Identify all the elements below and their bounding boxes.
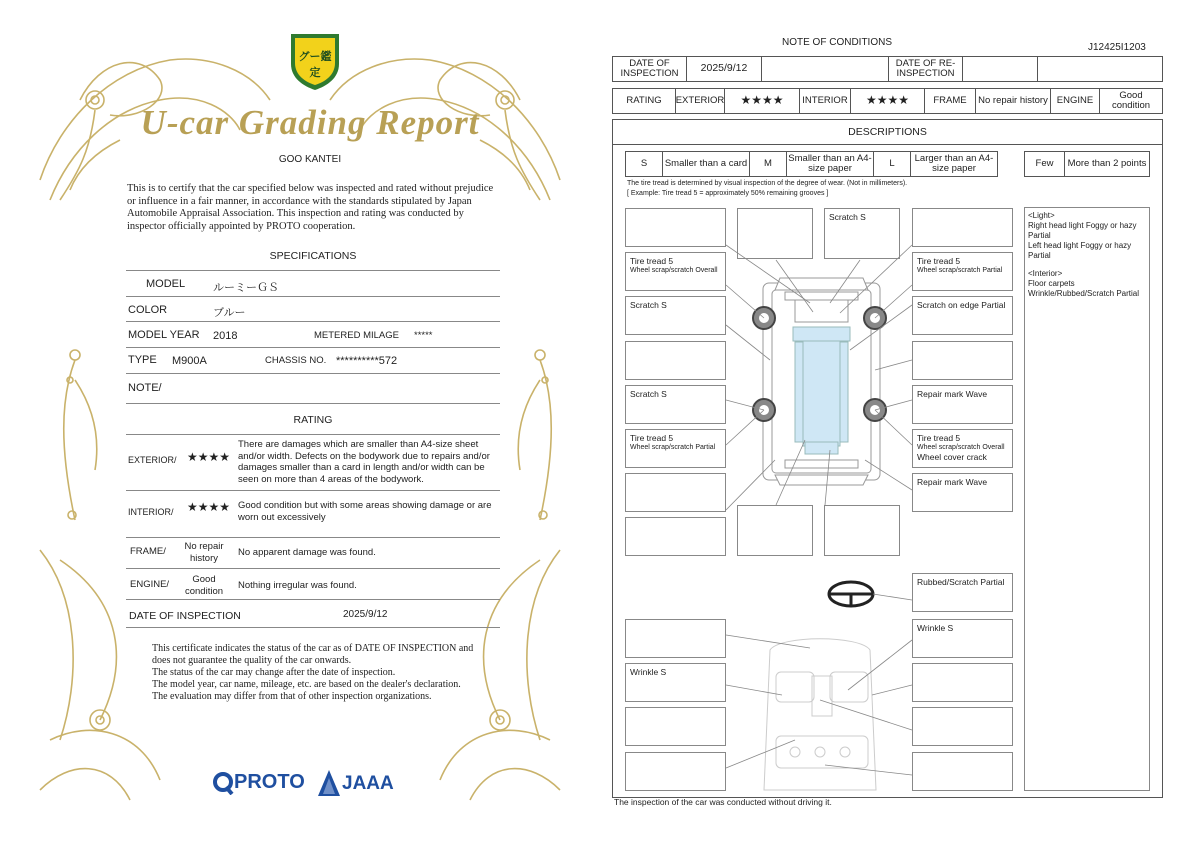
notes-line: Left head light Foggy or hazy Partial	[1028, 241, 1132, 260]
notes-line: Right head light Foggy or hazy Partial	[1028, 221, 1137, 240]
date-of-inspection-label: DATE OF INSPECTION	[129, 610, 241, 622]
engine-label: ENGINE/	[130, 579, 170, 590]
color-value: ブルー	[213, 307, 246, 319]
divider	[126, 296, 500, 297]
model-year-label: MODEL YEAR	[128, 329, 200, 341]
legend-l-desc: Larger than an A4-size paper	[910, 151, 998, 177]
engine-label: ENGINE	[1050, 88, 1100, 114]
damage-box-interior-right-0: Wrinkle S	[912, 619, 1013, 658]
footer-line: The model year, car name, mileage, etc. are based on the dealer's declaration.	[152, 679, 461, 690]
damage-box-interior-left-2	[625, 707, 726, 746]
tire-note-2: [ Example: Tire tread 5 = approximately 50% remaining grooves ]	[627, 190, 829, 197]
damage-box-right-2: Scratch on edge Partial	[912, 296, 1013, 335]
divider	[126, 347, 500, 348]
frame-description: No apparent damage was found.	[238, 547, 376, 558]
engine-description: Nothing irregular was found.	[238, 580, 357, 591]
date-of-inspection-value: 2025/9/12	[686, 56, 762, 82]
damage-box-interior-right-2	[912, 707, 1013, 746]
damage-box-top-left	[737, 208, 813, 259]
divider	[126, 627, 500, 628]
certificate-intro: This is to certify that the car specified below was inspected and rated without prejudice or influence in a fair manner, in accordance with the standards stipulated by Japan Automobile Appraisal Association. This inspection and rating was conducted by inspector officially appointed by PROTO cooperation.	[127, 183, 494, 232]
notes-line: Wrinkle/Rubbed/Scratch Partial	[1028, 289, 1140, 298]
notes-panel	[1024, 207, 1150, 791]
footer-line: This certificate indicates the status of the car as of DATE OF INSPECTION and does not guarantee the quality of the car onwards.	[152, 643, 474, 666]
damage-box-left-4: Scratch S	[625, 385, 726, 424]
interior-label: INTERIOR/	[128, 507, 174, 517]
box-sub: Wheel scrap/scratch Overall	[630, 266, 718, 274]
engine-value: Good condition	[1099, 88, 1163, 114]
divider	[126, 403, 500, 404]
box-sub: Wheel scrap/scratch Partial	[630, 443, 716, 451]
legend-s: S	[625, 151, 663, 177]
divider	[126, 434, 500, 435]
frame-value: No repair history	[975, 88, 1051, 114]
exterior-stars: ★★★★	[187, 450, 231, 464]
damage-box-interior-right-1	[912, 663, 1013, 702]
badge-label: グー鑑定	[298, 51, 332, 79]
box-sub: Wheel scrap/scratch Partial	[917, 266, 1003, 274]
box-extra: Wheel cover crack	[917, 452, 987, 463]
damage-box-left-1	[625, 252, 726, 291]
divider	[126, 537, 500, 538]
damage-box-interior-left-1: Wrinkle S	[625, 663, 726, 702]
frame-label: FRAME	[924, 88, 976, 114]
damage-box-bottom-left	[737, 505, 813, 556]
proto-logo-text: PROTO	[234, 771, 305, 793]
divider	[126, 568, 500, 569]
damage-box-steering: Rubbed/Scratch Partial	[912, 573, 1013, 612]
interior-stars: ★★★★	[850, 88, 925, 114]
metered-milage-label: METERED MILAGE	[314, 330, 399, 341]
damage-box-bottom-right	[824, 505, 900, 556]
rating-heading: RATING	[293, 414, 333, 426]
exterior-label: EXTERIOR/	[128, 455, 177, 465]
damage-box-left-5	[625, 429, 726, 468]
exterior-label: EXTERIOR	[675, 88, 725, 114]
divider	[126, 270, 500, 271]
interior-label: INTERIOR	[799, 88, 851, 114]
damage-box-right-1	[912, 252, 1013, 291]
chassis-label: CHASSIS NO.	[265, 355, 327, 366]
specifications-heading: SPECIFICATIONS	[269, 250, 357, 262]
box-main: Tire tread 5	[630, 433, 674, 443]
proto-logo-icon	[212, 771, 234, 795]
date-of-inspection-label: DATE OF INSPECTION	[612, 56, 687, 82]
damage-box-interior-left-0	[625, 619, 726, 658]
model-value: ルーミーＧＳ	[213, 282, 279, 294]
jaaa-logo-icon	[318, 770, 340, 796]
model-label: MODEL	[146, 278, 186, 290]
interior-stars: ★★★★	[187, 500, 231, 514]
damage-box-right-4: Repair mark Wave	[912, 385, 1013, 424]
divider	[126, 490, 500, 491]
exterior-stars: ★★★★	[724, 88, 800, 114]
damage-box-right-0	[912, 208, 1013, 247]
chassis-value: **********572	[336, 355, 398, 367]
damage-box-top-right: Scratch S	[824, 208, 900, 259]
exterior-description: There are damages which are smaller than A4-size sheet and/or width. Defects on the bodywork due to repairs and/or damages smaller than a card in length and/or width can be seen on more than 4 areas of the bodywork.	[238, 439, 490, 485]
legend-m-desc: Smaller than an A4-size paper	[786, 151, 874, 177]
document-id: J12425I1203	[1088, 42, 1146, 53]
damage-box-right-6: Repair mark Wave	[912, 473, 1013, 512]
frame-value: No repair history	[184, 541, 224, 564]
conditions-footer: The inspection of the car was conducted without driving it.	[614, 797, 832, 807]
legend-m: M	[749, 151, 787, 177]
engine-value: Good condition	[184, 574, 224, 597]
jaaa-logo-text: JAAA	[342, 773, 394, 794]
footer-line: The evaluation may differ from that of other inspection organizations.	[152, 691, 432, 702]
tire-note-1: The tire tread is determined by visual inspection of the degree of wear. (Not in millimeters).	[627, 180, 908, 187]
note-label: NOTE/	[128, 382, 162, 394]
certificate-subtitle: GOO KANTEI	[278, 154, 342, 165]
damage-box-left-6	[625, 473, 726, 512]
box-main: Tire tread 5	[917, 433, 961, 443]
damage-box-interior-left-3	[625, 752, 726, 791]
box-main: Tire tread 5	[917, 256, 961, 266]
notes-line: Floor carpets	[1028, 279, 1075, 288]
footer-line: The status of the car may change after the date of inspection.	[152, 667, 396, 678]
type-label: TYPE	[128, 354, 157, 366]
box-sub: Wheel scrap/scratch Overall	[917, 443, 1005, 451]
legend-few-desc: More than 2 points	[1064, 151, 1150, 177]
conditions-title: NOTE OF CONDITIONS	[782, 37, 892, 48]
descriptions-heading: DESCRIPTIONS	[612, 119, 1163, 145]
certificate-footer	[152, 643, 482, 703]
damage-box-right-5	[912, 429, 1013, 468]
notes-line: <Interior>	[1028, 269, 1063, 278]
damage-box-left-7	[625, 517, 726, 556]
certificate-title: U-car Grading Report	[140, 103, 480, 142]
metered-milage-value: *****	[414, 330, 433, 341]
damage-box-interior-right-3	[912, 752, 1013, 791]
divider	[126, 373, 500, 374]
date-of-inspection-value: 2025/9/12	[343, 609, 388, 620]
color-label: COLOR	[128, 304, 168, 316]
note-of-conditions	[600, 0, 1200, 848]
interior-description: Good condition but with some areas showing damage or are worn out excessively	[238, 500, 492, 523]
damage-box-right-3	[912, 341, 1013, 380]
legend-few: Few	[1024, 151, 1065, 177]
legend-s-desc: Smaller than a card	[662, 151, 750, 177]
frame-label: FRAME/	[130, 546, 166, 557]
legend-l: L	[873, 151, 911, 177]
damage-box-left-3	[625, 341, 726, 380]
box-main: Tire tread 5	[630, 256, 674, 266]
date-reinspection-label: DATE OF RE-INSPECTION	[888, 56, 963, 82]
notes-line: <Light>	[1028, 211, 1055, 220]
damage-box-left-2: Scratch S	[625, 296, 726, 335]
divider	[126, 599, 500, 600]
notes-line	[1028, 261, 1146, 269]
model-year-value: 2018	[213, 330, 238, 342]
type-value: M900A	[172, 355, 207, 367]
rating-label: RATING	[612, 88, 676, 114]
damage-box-left-0	[625, 208, 726, 247]
divider	[126, 321, 500, 322]
